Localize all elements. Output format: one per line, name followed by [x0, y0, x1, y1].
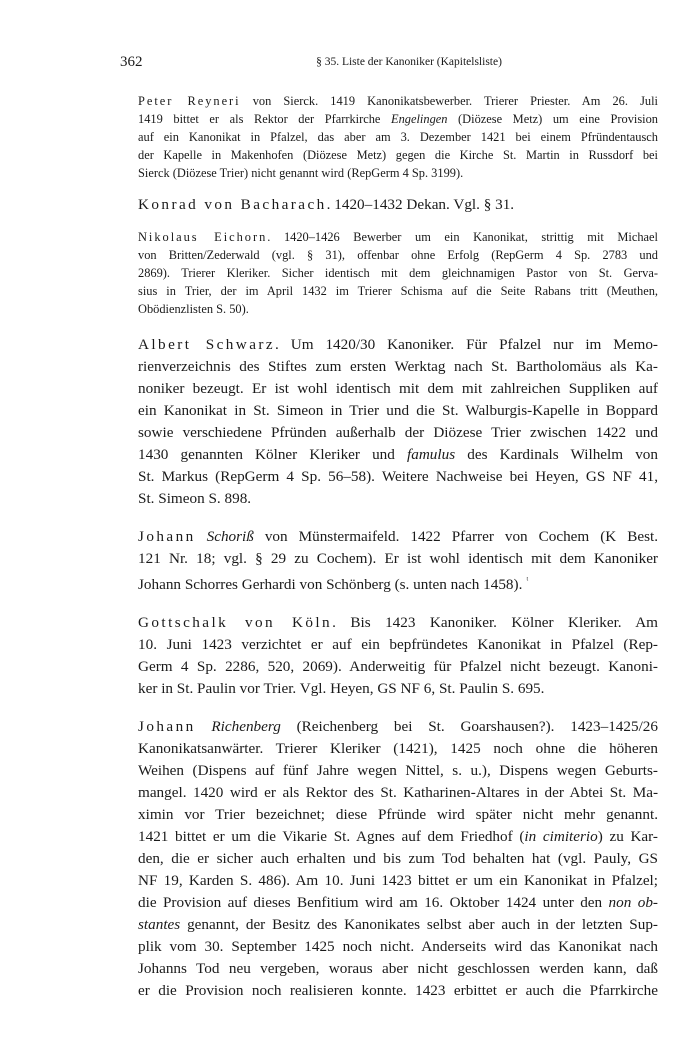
entry-name: Johann — [138, 718, 196, 736]
entry-nikolaus-eichorn: Nikolaus Eichorn. 1420–1426 Bewerber um ein Kanonikat, strittig mit Michael von Britten/Zederwald (vgl. § 31), offenbar ohne Erfolg (RepGerm 4 Sp. 2783 und 2869). Trierer Kleriker. Sicher identisch mit dem gleichnamigen Pastor von St. Gerva- sius in Trier, der im April 1432 im Trierer Schisma auf die Seite Rabans tritt (Meuthen, Obödienzlisten S. 50). — [138, 230, 658, 316]
page-header — [120, 54, 658, 76]
entry-konrad-von-bacharach: Konrad von Bacharach. 1420–1432 Dekan. Vgl. § 31. — [138, 196, 515, 213]
entry-albert-schwarz: Albert Schwarz. Um 1420/30 Kanoniker. Für Pfalzel nur im Memo- rienverzeichnis des Stiftes zum ersten Werktag nach St. Bartholomäus als Ka- noniker bezeugt. Er ist wohl identisch mit dem mit zahlreichen Suppliken auf ein Kanonikat in St. Simeon in Trier und die St. Walburgis-Kapelle in Boppard sowie verschiedene Pfründen außerhalb der Diözese Trier zwischen 1422 und 1430 genannten Kölner Kleriker und famulus des Kardinals Wilhelm von St. Markus (RepGerm 4 Sp. 56–58). Weitere Nachweise bei Heyen, GS NF 41, St. Simeon S. 898. — [138, 336, 658, 507]
entry-name-italic: Schoriß — [206, 528, 254, 545]
entry-johann-richenberg: Johann Richenberg (Reichenberg bei St. Goarshausen?). 1423–1425/26 Kanonikatsanwärter. Trierer Kleriker (1421), 1425 noch ohne die höheren Weihen (Dispens auf fünf Jahre wegen Nittel, s. u.), Dispens wegen Geburts- mangel. 1420 wird er als Rektor des St. Katharinen-Altares in der Abtei St. Ma- ximin vor Trier bezeichnet; diese Pfründe wird später nicht mehr genannt. 1421 bittet er um die Vikarie St. Agnes auf dem Friedhof (in cimiterio) zu Kar- den, die er sicher auch erhalten und bis zum Tod behalten hat (vgl. Pauly, GS NF 19, Karden S. 486). Am 10. Juni 1423 bittet er um ein Kanonikat in Pfalzel; die Provision auf dieses Benfitium wird am 16. Oktober 1424 unter den non ob- stantes genannt, der Besitz des Kanonikates selbst aber auch in der letzten Sup- plik vom 30. September 1425 noch nicht. Anderseits wird das Kanonikat nach Johanns Tod neu vergeben, woraus aber nicht geschlossen werden kann, daß er die Provision noch realisieren konnte. 1423 erbittet er auch die Pfarrkirche — [138, 718, 658, 1000]
entry-name-italic: Richenberg — [211, 718, 281, 736]
annotation-mark: ᵗ — [526, 575, 529, 586]
entry-name: Johann — [138, 528, 196, 545]
entry-name: Peter Reyneri — [138, 94, 241, 108]
entry-peter-reyneri: Peter Reyneri von Sierck. 1419 Kanonikatsbewerber. Trierer Priester. Am 26. Juli 1419 bittet er als Rektor der Pfarrkirche Engelingen (Diözese Metz) um eine Provision auf ein Kanonikat in Pfalzel, das aber am 3. Dezember 1421 bei einem Pfründentausch der Kapelle in Makenhofen (Diözese Metz) gegen die Kirche St. Martin in Russdorf bei Sierck (Diözese Trier) nicht genannt wird (RepGerm 4 Sp. 3199). — [138, 94, 658, 180]
entry-name: Albert Schwarz — [138, 336, 276, 353]
running-title: § 35. Liste der Kanoniker (Kapitelsliste) — [316, 56, 502, 68]
entry-name: Konrad von Bacharach — [138, 196, 327, 213]
entry-gottschalk-von-koeln: Gottschalk von Köln. Bis 1423 Kanoniker. Kölner Kleriker. Am 10. Juni 1423 verzichtet er auf ein bepfründetes Kanonikat in Pfalzel (Rep- Germ 4 Sp. 2286, 520, 2069). Anderweitig für Pfalzel nicht bezeugt. Kanoni- ker in St. Paulin vor Trier. Vgl. Heyen, GS NF 6, St. Paulin S. 695. — [138, 614, 658, 698]
page-number: 362 — [120, 54, 143, 70]
entry-name: Gottschalk von Köln — [138, 614, 333, 632]
entry-johann-schoriss: Johann Schoriß von Münstermaifeld. 1422 Pfarrer von Cochem (K Best. 121 Nr. 18; vgl. § 29 zu Cochem). Er ist wohl identisch mit dem Kanoniker Johann Schorres Gerhardi von Schönberg (s. unten nach 1458). $^ᵗ$ — [138, 528, 658, 594]
page-body — [120, 92, 658, 1002]
entry-name: Nikolaus Eichorn — [138, 230, 268, 244]
